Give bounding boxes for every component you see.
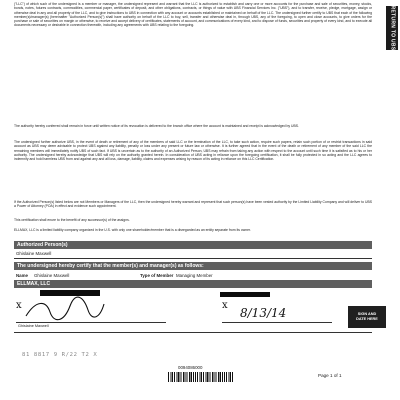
authorized-person-name: Ghislaine Maxwell	[16, 251, 52, 256]
signature-scribble	[24, 296, 106, 322]
member-name-value: Ghislaine Maxwell	[34, 273, 70, 278]
member-type-label: Type of Member	[140, 273, 174, 278]
signer-name: Ghislaine Maxwell	[18, 324, 49, 328]
entity-bar: ELLMAX, LLC	[14, 280, 372, 288]
authorized-divider	[14, 258, 372, 259]
date-x-mark: x	[222, 300, 228, 311]
signature-date: 8/13/14	[240, 306, 287, 320]
sign-box-line-2: DATE HERE	[356, 317, 378, 321]
date-line	[222, 322, 332, 323]
barcode	[168, 372, 234, 382]
paragraph-revocation: The authority hereby conferred shall remain in force until written notice of its revocation is delivered to the branch office where the account is maintained and receipt is acknowledged by UBS.	[14, 124, 299, 128]
redaction-block	[220, 292, 270, 297]
paragraph-ellmax-note: ELLMAX, LLC is a limited liability company organized in the U.S. with only one shareholder/member that is a disregarded as an entity separate from its owner.	[14, 228, 251, 232]
paragraph-authority: ("LLC") of which such of the undersigned is a member or manager, the undersigned represent and warrant that the LLC is authorized to establish and carry one or more accounts for the purchase and sale of securities, money, stocks, bonds, notes, futures contracts, commodities, commercial paper, certificates of deposit, and other obligations, contracts, or things of value with UBS Financial Services Inc. ("UBS"), and to transfer, receive, pledge, mortgage, assign or otherwise deal in any and all property of the LLC, and to give instructions to UBS in connection with any account or accounts established or maintained on behalf of the LLC. The undersigned further certify to UBS that each of the following member(s)/manager(s) (hereinafter "Authorized Person(s)") shall have authority on behalf of the LLC to buy, sell, transfer and otherwise deal in, through UBS, any of the foregoing, to open and close accounts, to give orders for the purchase or sale of securities on margin or otherwise, to receive and accept delivery of certificates, statements of account, and communications of every kind, and to dispose of funds, securities and property of every kind, and to execute all documents necessary or desirable in connection therewith, including any agreements with UBS relating to the foregoing.	[14, 2, 372, 28]
page-number: Page 1 of 1	[318, 373, 342, 378]
sign-and-date-box	[348, 306, 386, 328]
paragraph-death-retirement: The undersigned further authorize UBS, in the event of death or retirement of any of the members of said LLC or the termination of the LLC, to take such action, require such papers, retain such portion of or restrict transactions in said account as UBS may deem advisable to protect UBS against any liability, penalty or loss under any present or future law or otherwise. It is further agreed that in the event of the death or retirement of any member of the said LLC the remaining members will immediately notify UBS of such fact. If UBS is uncertain as to the authority of an Authorized Person, UBS may refrain from taking any action with respect to the account until such time it is satisfied as to his or her authority. The undersigned hereby acknowledge that UBS will rely on the authority granted herein. In consideration of UBS acting in reliance upon the foregoing certification, it shall be fully protected in so acting and the LLC agrees to indemnify and hold harmless UBS from and against any and all loss, damage, liability, claims and expenses arising by reason of its acting in reliance on this LLC Certification.	[14, 140, 372, 162]
footer-divider	[14, 332, 372, 333]
member-type-value: Managing Member	[176, 273, 213, 278]
certify-heading: The undersigned hereby certify that the member(s) and manager(s) as follows:	[14, 262, 372, 270]
member-name-label: Name	[16, 273, 28, 278]
return-to-ubs-tab	[386, 6, 398, 50]
signature-line	[16, 322, 166, 323]
sign-box-line-1: SIGN AND	[357, 312, 377, 316]
signature-x-mark: x	[16, 300, 22, 311]
paragraph-poa: If the Authorized Person(s) listed below are not Members or Managers of the LLC, then the undersigned hereby warrant and represent that such person(s) have been vested authority by the Limited Liability Company and will deliver to UBS a Power of Attorney (POA) in effect and evidence such appointment.	[14, 200, 372, 209]
authorized-persons-heading: Authorized Person(s)	[14, 241, 372, 249]
barcode-number: 0094086000	[178, 365, 203, 370]
return-to-ubs-label: RETURN TO UBS	[389, 5, 396, 51]
paragraph-successor: This certification shall enure to the benefit of any successor(s) of the assigns.	[14, 218, 130, 222]
filing-stamp: 81 8817 9 R/22 T2 X	[22, 352, 98, 358]
